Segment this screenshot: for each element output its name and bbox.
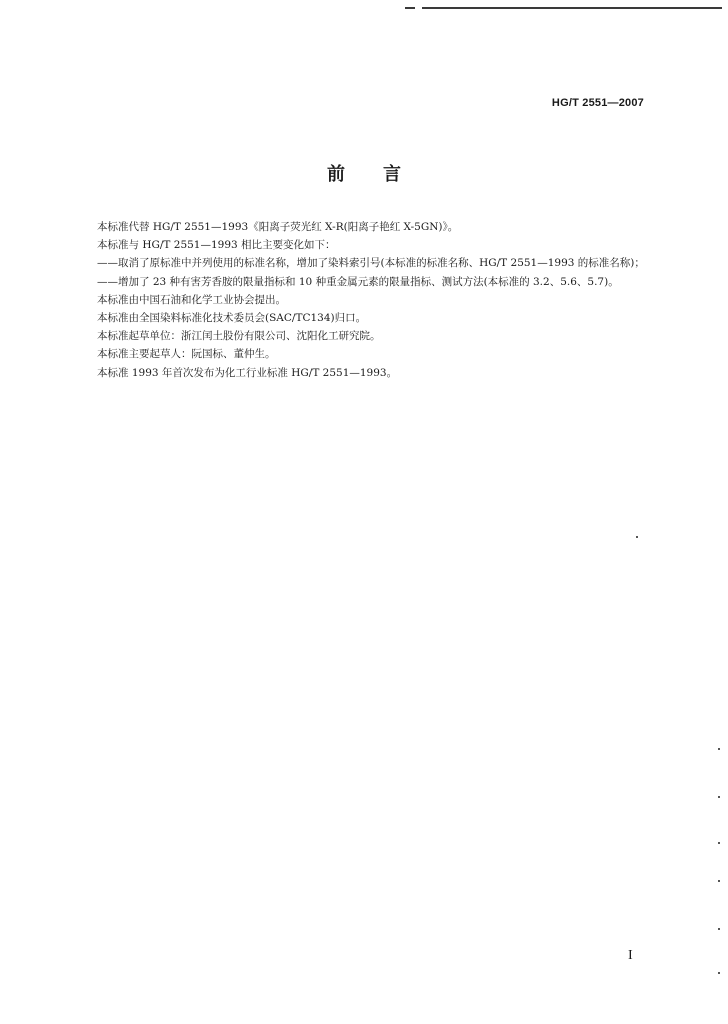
document-code: HG/T 2551—2007 — [551, 97, 644, 109]
paragraph-proposed-by: 本标准由中国石油和化学工业协会提出。 — [97, 293, 286, 306]
scan-speck — [718, 796, 720, 798]
scan-speck — [718, 748, 720, 750]
foreword-body — [76, 218, 646, 382]
paragraph-drafting-units: 本标准起草单位：浙江闰土股份有限公司、沈阳化工研究院。 — [97, 330, 381, 343]
scan-speck — [718, 972, 720, 974]
page-number: I — [628, 948, 633, 963]
paragraph-first-issued: 本标准 1993 年首次发布为化工行业标准 HG/T 2551—1993。 — [97, 366, 398, 379]
paragraph-replaces: 本标准代替 HG/T 2551—1993《阳离子荧光红 X-R(阳离子艳红 X-5GN)》。 — [97, 221, 459, 233]
header-rule — [422, 7, 722, 9]
page-title: 前言 — [327, 164, 439, 185]
paragraph-under-jurisdiction: 本标准由全国染料标准化技术委员会(SAC/TC134)归口。 — [97, 312, 367, 325]
scan-speck — [636, 536, 638, 538]
paragraph-drafters: 本标准主要起草人：阮国标、董仲生。 — [97, 348, 276, 361]
paragraph-changes-intro: 本标准与 HG/T 2551—1993 相比主要变化如下： — [97, 239, 336, 252]
paragraph-change-limits: ——增加了 23 种有害芳香胺的限量指标和 10 种重金属元素的限量指标、测试方法(本标准的 3.2、5.6、5.7)。 — [97, 275, 619, 288]
scan-speck — [718, 928, 720, 930]
scan-speck — [718, 880, 720, 882]
scan-edge-mark — [405, 7, 415, 9]
scan-speck — [718, 842, 720, 844]
paragraph-change-name: ——取消了原标准中并列使用的标准名称，增加了染料索引号(本标准的标准名称、HG/T 2551—1993 的标准名称)； — [97, 257, 645, 270]
